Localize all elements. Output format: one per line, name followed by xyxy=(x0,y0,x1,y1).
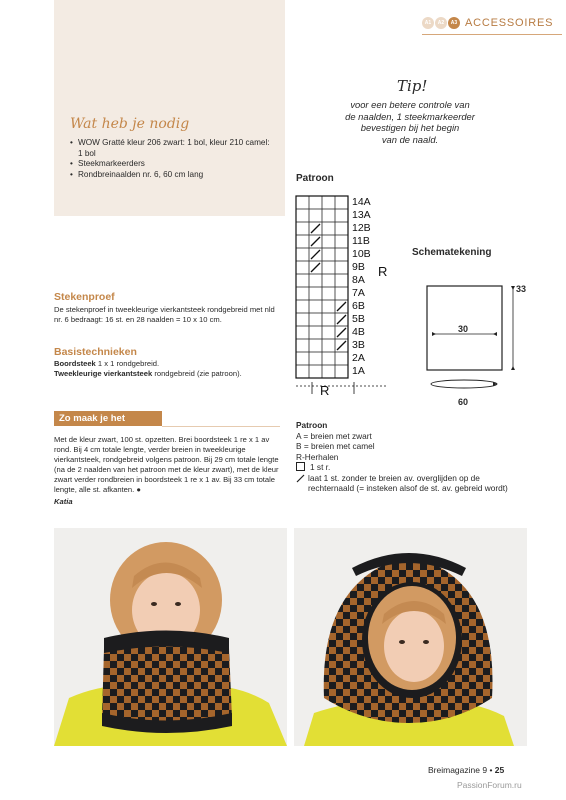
section-dot: A1 xyxy=(422,17,434,29)
technique-name: Boordsteek xyxy=(54,359,96,368)
chart-cell xyxy=(309,339,322,352)
section-rule xyxy=(422,34,562,35)
chart-row-label: 12B xyxy=(352,222,371,234)
legend-slash-line xyxy=(296,473,526,494)
legend-line: B = breien met camel xyxy=(296,441,375,451)
tip-title: Tip! xyxy=(397,77,428,95)
chart-row-label: 6B xyxy=(352,300,365,312)
chart-cell xyxy=(335,235,348,248)
stekenproef-title: Stekenproef xyxy=(54,291,115,303)
chart-cell xyxy=(296,261,309,274)
magazine-name: Breimagazine 9 xyxy=(428,765,488,775)
chart-cell xyxy=(296,209,309,222)
chart-repeat-col-label: R xyxy=(320,383,330,398)
slash-stitch xyxy=(311,250,320,259)
chart-row-label: 14A xyxy=(352,196,371,208)
legend-line: A = breien met zwart xyxy=(296,430,372,441)
needs-item: • WOW Gratté kleur 206 zwart: 1 bol, kleur 210 camel: 1 bol xyxy=(70,138,275,159)
technique-desc: rondgebreid (zie patroon). xyxy=(152,369,242,378)
cowl-photo xyxy=(54,528,287,746)
hood-photo xyxy=(294,528,527,746)
needs-list xyxy=(70,138,275,180)
instructions-rule xyxy=(162,426,280,427)
chart-cell xyxy=(322,196,335,209)
chart-cell xyxy=(335,222,348,235)
chart-cell xyxy=(335,287,348,300)
chart-cell xyxy=(335,274,348,287)
chart-cell xyxy=(296,222,309,235)
footer-bullet: • xyxy=(489,765,495,775)
chart-row-label: 5B xyxy=(352,313,365,325)
chart-cell xyxy=(335,352,348,365)
chart-row-label: 8A xyxy=(352,274,365,286)
slash-icon xyxy=(296,474,305,483)
legend-title: Patroon xyxy=(296,420,328,430)
chart-cell xyxy=(322,365,335,378)
stekenproef-text: De stekenproef in tweekleurige vierkantsteek rondgebreid met nld nr. 6 bedraagt: 16 st. en 28 naalden = 10 x 10 cm. xyxy=(54,305,275,324)
needs-item: • Steekmarkeerders xyxy=(70,159,275,170)
chart-cell xyxy=(296,326,309,339)
chart-cell xyxy=(309,352,322,365)
chart-cell xyxy=(296,235,309,248)
chart-cell xyxy=(309,300,322,313)
chart-cell xyxy=(296,287,309,300)
chart-title: Patroon xyxy=(296,173,334,184)
chart-cell xyxy=(296,300,309,313)
chart-row-label: 7A xyxy=(352,287,365,299)
needs-title: Wat heb je nodig xyxy=(70,116,190,132)
needs-item: • Rondbreinaalden nr. 6, 60 cm lang xyxy=(70,170,275,181)
chart-cell xyxy=(335,248,348,261)
instructions-text: Met de kleur zwart, 100 st. opzetten. Brei boordsteek 1 re x 1 av rond. Bij 4 cm totale lengte, verder breien in tweekleurige vierkantsteek, rondgebreid volgens patroon. Bij 29 cm totale lengte (na de 2 naalden van het patroon met de kleur zwart), met de kleur zwart verder rondbreien in boordsteek 1 re x 1 av. Bij 33 cm totale lengte, alle st. afkanten. ● xyxy=(54,435,279,494)
chart-cell xyxy=(309,326,322,339)
chart-cell xyxy=(296,339,309,352)
page-footer xyxy=(428,765,504,775)
chart-cell xyxy=(309,196,322,209)
legend-slash-label: laat 1 st. zonder te breien av. overglijden op de rechternaald (= insteken alsof de st. av. gebreid wordt) xyxy=(308,472,508,493)
chart-row-label: 11B xyxy=(352,235,370,247)
section-indicator xyxy=(422,17,460,29)
basistechnieken-list xyxy=(54,359,280,379)
chart-cell xyxy=(335,261,348,274)
watermark: PassionForum.ru xyxy=(457,780,522,790)
chart-row-label: 10B xyxy=(352,248,371,260)
chart-cell xyxy=(322,300,335,313)
needs-box xyxy=(54,0,285,216)
chart-cell xyxy=(296,274,309,287)
chart-repeat-row-label: R xyxy=(378,264,388,279)
tip-text xyxy=(310,99,510,145)
chart-cell xyxy=(322,313,335,326)
slash-stitch xyxy=(311,263,320,272)
slash-stitch xyxy=(311,237,320,246)
chart-cell xyxy=(309,209,322,222)
chart-cell xyxy=(335,196,348,209)
page-number: 25 xyxy=(494,765,505,775)
tip-line: de naalden, 1 steekmarkeerder xyxy=(345,110,475,122)
slash-stitch xyxy=(311,224,320,233)
author: Katia xyxy=(54,497,73,506)
chart-cell xyxy=(309,365,322,378)
chart-cell xyxy=(322,274,335,287)
chart-cell xyxy=(322,248,335,261)
chart-cell xyxy=(296,196,309,209)
chart-legend xyxy=(296,420,526,494)
chart-cell xyxy=(322,222,335,235)
section-title: ACCESSOIRES xyxy=(465,17,554,29)
section-dot-active: A3 xyxy=(448,17,460,29)
chart-cell xyxy=(322,235,335,248)
chart-cell xyxy=(322,287,335,300)
chart-cell xyxy=(322,326,335,339)
legend-line: R-Herhalen xyxy=(296,451,339,462)
legend-box-line xyxy=(296,462,526,473)
empty-square-icon xyxy=(296,462,305,471)
chart-cell xyxy=(296,365,309,378)
legend-box-label: 1 st r. xyxy=(310,462,331,472)
schema-height-label: 33 xyxy=(516,284,527,294)
tip-line: bevestigen bij het begin xyxy=(360,122,460,134)
chart-row-label: 2A xyxy=(352,352,365,364)
instructions-title: Zo maak je het xyxy=(54,411,162,426)
chart-row-label: 3B xyxy=(352,339,365,351)
chart-row-label: 9B xyxy=(352,261,365,273)
chart-cell xyxy=(322,352,335,365)
chart-row-label: 4B xyxy=(352,326,365,338)
knitting-chart xyxy=(290,190,400,405)
slash-stitch xyxy=(337,341,346,350)
technique-name: Tweekleurige vierkantsteek xyxy=(54,369,153,378)
schema-circ-label: 60 xyxy=(458,397,469,407)
slash-stitch xyxy=(337,328,346,337)
chart-cell xyxy=(296,352,309,365)
technique-item xyxy=(54,359,280,369)
chart-row-label: 13A xyxy=(352,209,371,221)
schema-title: Schematekening xyxy=(412,247,492,258)
chart-cell xyxy=(309,287,322,300)
technique-item xyxy=(54,369,280,379)
chart-cell xyxy=(309,274,322,287)
chart-cell xyxy=(335,365,348,378)
chart-cell xyxy=(322,261,335,274)
chart-row-label: 1A xyxy=(352,365,365,377)
chart-cell xyxy=(322,339,335,352)
slash-stitch xyxy=(337,315,346,324)
basistechnieken-title: Basistechnieken xyxy=(54,346,137,358)
tip-line: van de naald. xyxy=(381,133,439,145)
slash-stitch xyxy=(337,302,346,311)
chart-cell xyxy=(296,248,309,261)
tip-line: voor een betere controle van xyxy=(350,99,470,110)
schema-width-label: 30 xyxy=(458,324,469,334)
chart-cell xyxy=(309,313,322,326)
chart-cell xyxy=(296,313,309,326)
section-dot: A2 xyxy=(435,17,447,29)
chart-cell xyxy=(322,209,335,222)
technique-desc: 1 x 1 rondgebreid. xyxy=(95,359,160,368)
chart-cell xyxy=(335,209,348,222)
